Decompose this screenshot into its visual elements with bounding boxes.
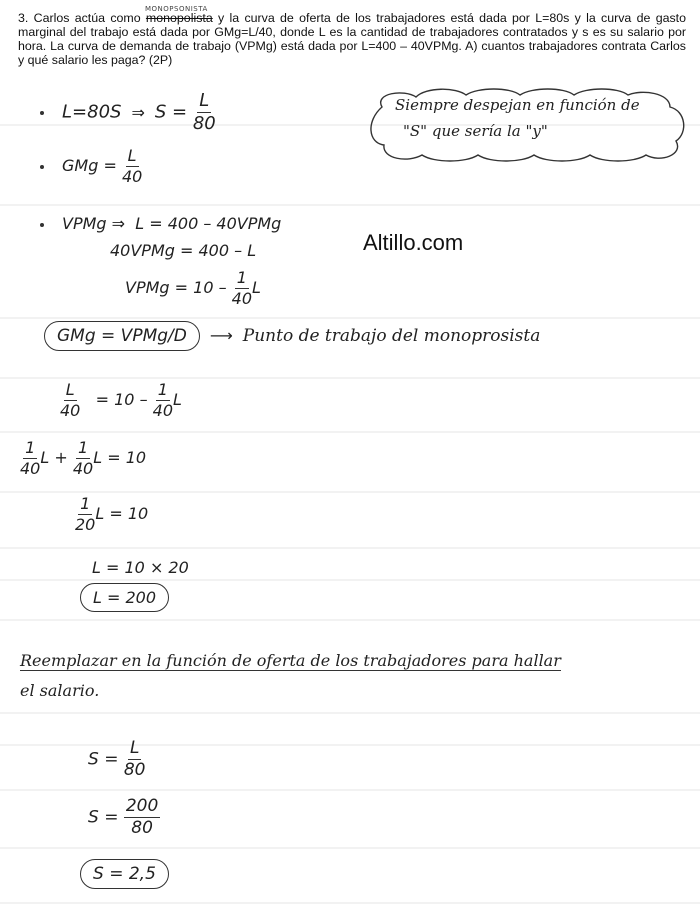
bullet-icon xyxy=(40,223,44,227)
fraction: $\frac{200}{80}$ xyxy=(125,796,159,838)
fraction: $\frac{L}{80}$ xyxy=(123,738,146,780)
equation-4: L = 10 × 20 xyxy=(92,558,189,577)
implies-arrow-icon: ⇒ xyxy=(131,102,145,122)
step-vpmg-lhs: VPMg ⇒ xyxy=(62,214,126,233)
fraction: $\frac{1}{20}$ xyxy=(75,494,96,534)
fraction: $\frac{1}{40}$ xyxy=(152,380,174,420)
cloud-note-line-1: Siempre despejan en función de xyxy=(395,96,640,114)
fraction: $\frac{1}{40}$ xyxy=(231,268,253,308)
bullet-icon xyxy=(40,165,44,169)
equation-3: $\frac{1}{20}$ L = 10 xyxy=(75,494,149,534)
cloud-note xyxy=(395,92,695,144)
equation-5-result xyxy=(80,588,169,607)
step-vpmg-3: VPMg = 10 – $\frac{1}{40}$ L xyxy=(125,268,261,308)
condition-note: Punto de trabajo del monoprosista xyxy=(242,326,541,346)
equation-1: $\frac{L}{40}$ = 10 – $\frac{1}{40}$ L xyxy=(60,380,182,420)
final-equation-1: S = $\frac{L}{80}$ xyxy=(88,738,146,780)
fraction: $\frac{1}{40}$ xyxy=(20,438,41,478)
handwritten-annotation-monopsonista: MONOPSONISTA xyxy=(145,5,208,13)
step-gmg xyxy=(40,148,142,185)
cloud-note-line-2: "S" que sería la "y" xyxy=(403,122,548,140)
problem-text: y la curva de oferta de los trabajadores está dada por L=80s y la curva de gasto marginal del trabajo está dada por GMg=L/40, donde L es la cantidad de trabajadores contratados y s es su salario por hora. La curva de demanda de trabajo (VPMg) está dada por L=400 – 40VPMg. A) cuantos trabajadores contrata Carlos y qué salario les paga? (2P) xyxy=(18,11,686,67)
long-arrow-icon: ⟶ xyxy=(209,326,233,345)
step-supply-left: L=80S xyxy=(62,101,122,123)
equation-2: $\frac{1}{40}$ L + $\frac{1}{40}$ L = 10 xyxy=(20,438,147,478)
circled-result: L = 200 xyxy=(80,583,169,612)
final-equation-2: S = $\frac{200}{80}$ xyxy=(88,796,159,838)
step-supply xyxy=(40,92,216,133)
final-equation-3-result xyxy=(80,864,169,884)
fraction: $\frac{L}{80}$ xyxy=(192,90,216,134)
equilibrium-condition xyxy=(44,326,540,346)
fraction: $\frac{L}{40}$ xyxy=(121,146,143,186)
step-vpmg-2: 40VPMg = 400 – L xyxy=(110,241,257,260)
replacement-line-1: Reemplazar en la función de oferta de los trabajadores para hallar xyxy=(20,651,561,670)
step-vpmg-eq: L = 400 – 40VPMg xyxy=(135,214,282,233)
problem-statement xyxy=(18,5,686,67)
replacement-line-2: el salario. xyxy=(20,681,100,700)
problem-prefix: 3. Carlos actúa como xyxy=(18,11,146,25)
step-supply-lhs: S = xyxy=(154,101,188,123)
circled-final-result: S = 2,5 xyxy=(80,859,169,889)
fraction: $\frac{L}{40}$ xyxy=(60,380,81,420)
struck-word: monopolista xyxy=(145,11,213,25)
replacement-instruction xyxy=(20,646,690,706)
fraction: $\frac{1}{40}$ xyxy=(72,438,94,478)
watermark-altillo: Altillo.com xyxy=(363,230,464,255)
condition-box: GMg = VPMg/D xyxy=(44,321,200,351)
bullet-icon xyxy=(40,111,44,115)
step-vpmg xyxy=(40,214,281,233)
step-gmg-lhs: GMg = xyxy=(62,156,117,175)
